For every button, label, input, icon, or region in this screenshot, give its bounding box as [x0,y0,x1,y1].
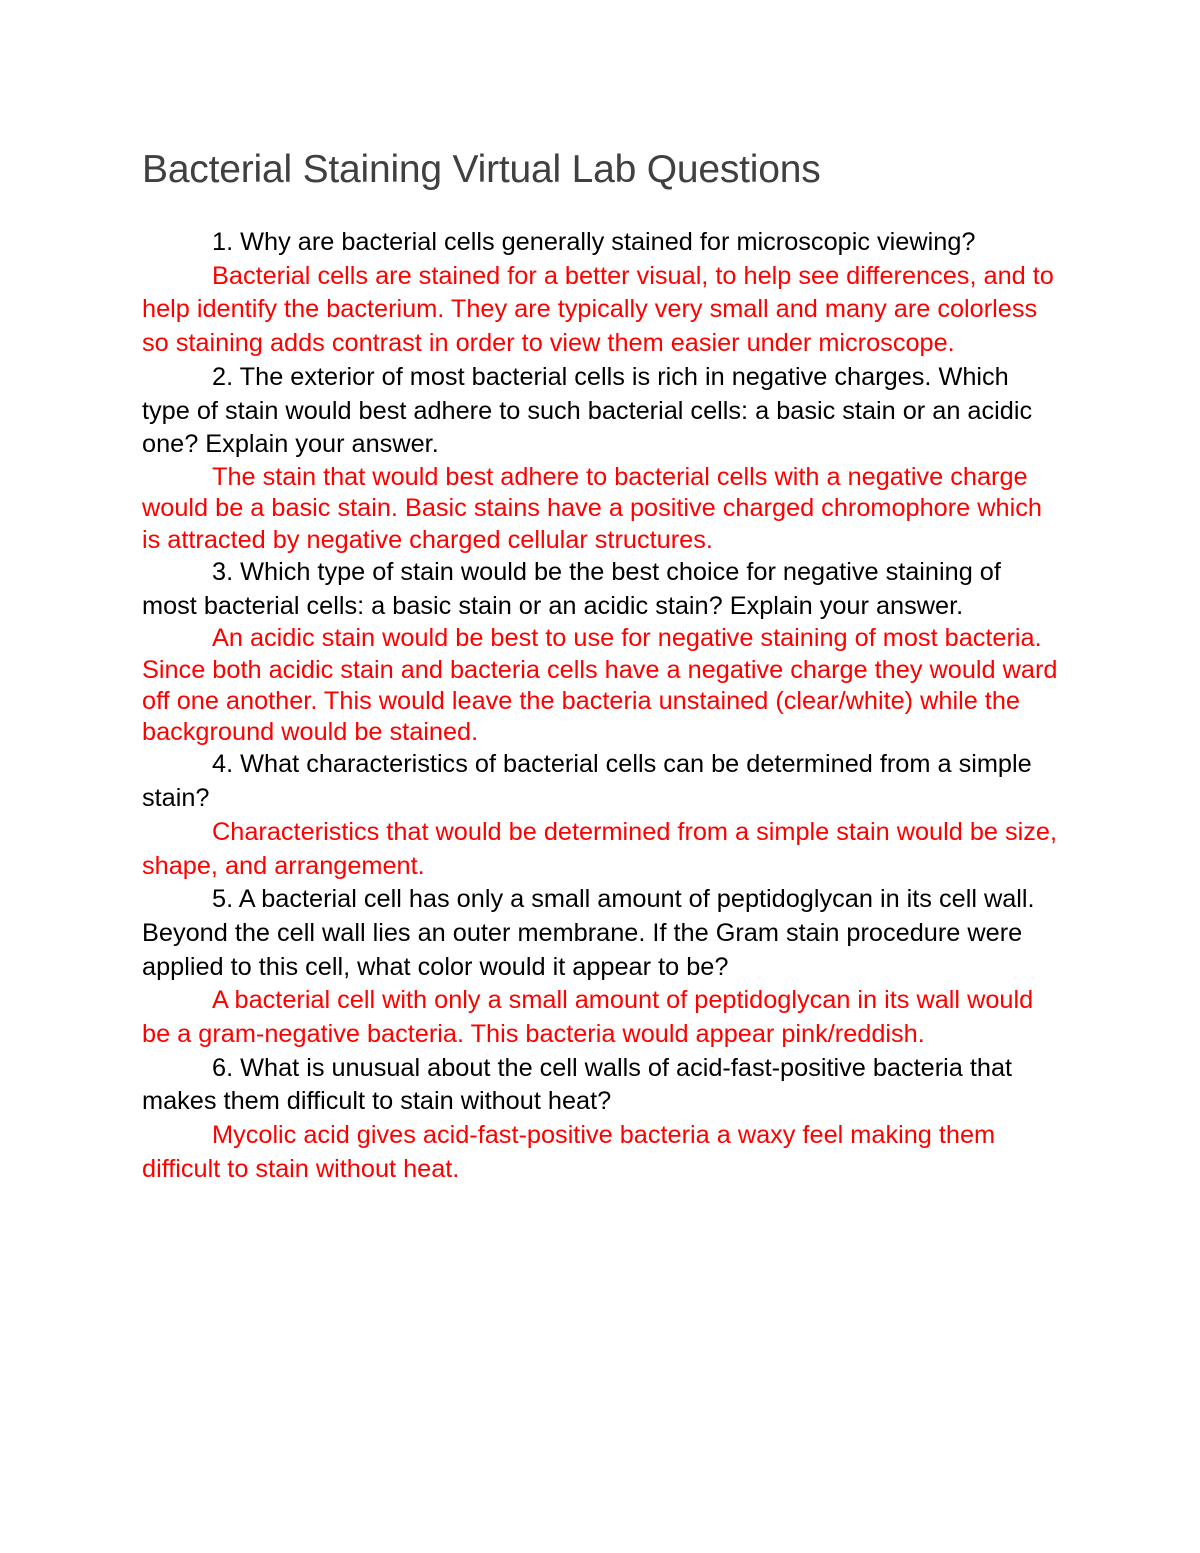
question-5: 5. A bacterial cell has only a small amount of peptidoglycan in its cell wall. Beyond the cell wall lies an outer membrane. If the Gram stain procedure were applied to this cell, what color would it appear to be? [142,885,1035,981]
answer-4: Characteristics that would be determined from a simple stain would be size, shape, and arrangement. [142,817,1058,880]
question-4: 4. What characteristics of bacterial cells can be determined from a simple stain? [142,750,1032,813]
page-title: Bacterial Staining Virtual Lab Questions [142,148,821,191]
answer-6: Mycolic acid gives acid-fast-positive bacteria a waxy feel making them difficult to stain without heat. [142,1121,996,1183]
answer-3: An acidic stain would be best to use for negative staining of most bacteria. Since both acidic stain and bacteria cells have a negative charge they would ward off one another. This would leave the bacteria unstained (clear/white) while the background would be stained. [142,624,1058,747]
question-1: 1. Why are bacterial cells generally stained for microscopic viewing? [212,228,976,256]
document-body [142,140,1062,1187]
answer-2: The stain that would best adhere to bacterial cells with a negative charge would be a basic stain. Basic stains have a positive charged chromophore which is attracted by negative charged cellular structures. [142,462,1042,554]
answer-1: Bacterial cells are stained for a better visual, to help see differences, and to help identify the bacterium. They are typically very small and many are colorless so staining adds contrast in order to view them easier under microscope. [142,261,1054,358]
answer-5: A bacterial cell with only a small amount of peptidoglycan in its wall would be a gram-negative bacteria. This bacteria would appear pink/reddish. [142,986,1034,1049]
question-3: 3. Which type of stain would be the best choice for negative staining of most bacterial cells: a basic stain or an acidic stain? Explain your answer. [142,557,1001,620]
question-2: 2. The exterior of most bacterial cells is rich in negative charges. Which type of stain would best adhere to such bacterial cells: a basic stain or an acidic one? Explain your answer. [142,362,1033,459]
question-6: 6. What is unusual about the cell walls of acid-fast-positive bacteria that makes them difficult to stain without heat? [142,1053,1013,1116]
